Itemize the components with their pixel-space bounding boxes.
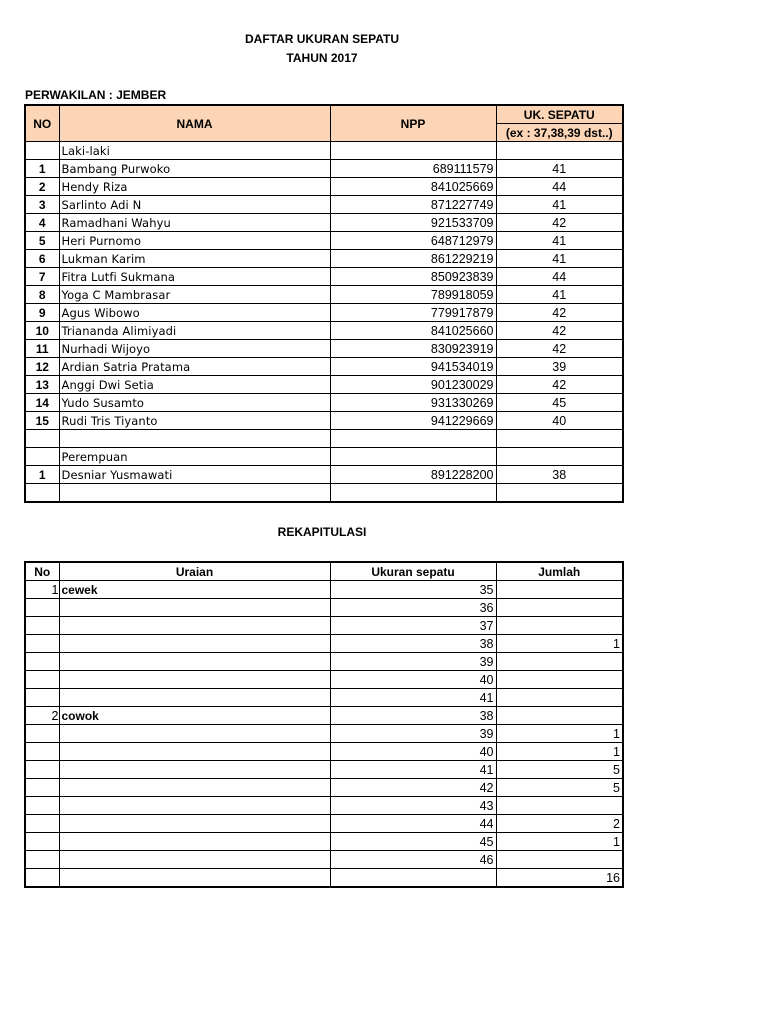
row-npp: 689111579	[330, 160, 496, 178]
recap-no	[25, 635, 59, 653]
row-uk-sepatu: 42	[496, 376, 623, 394]
recap-uraian	[59, 743, 330, 761]
recap-ukuran: 37	[330, 617, 496, 635]
recap-row	[25, 617, 623, 635]
row-no	[25, 142, 59, 160]
recap-ukuran: 41	[330, 689, 496, 707]
table-row	[25, 250, 623, 268]
recap-uraian	[59, 725, 330, 743]
row-npp: 779917879	[330, 304, 496, 322]
row-uk-sepatu: 40	[496, 412, 623, 430]
table-row	[25, 232, 623, 250]
recap-jumlah	[496, 599, 623, 617]
row-nama: Heri Purnomo	[59, 232, 330, 250]
row-uk-sepatu: 41	[496, 196, 623, 214]
recap-uraian	[59, 797, 330, 815]
row-no: 4	[25, 214, 59, 232]
recap-jumlah: 5	[496, 761, 623, 779]
row-no: 15	[25, 412, 59, 430]
row-uk-sepatu: 45	[496, 394, 623, 412]
row-no	[25, 430, 59, 448]
row-npp	[330, 484, 496, 503]
shoe-size-table	[24, 104, 624, 503]
recap-row	[25, 653, 623, 671]
recap-ukuran: 45	[330, 833, 496, 851]
row-nama: Fitra Lutfi Sukmana	[59, 268, 330, 286]
recap-ukuran: 40	[330, 671, 496, 689]
perwakilan-label: PERWAKILAN : JEMBER	[25, 88, 167, 102]
recap-no	[25, 797, 59, 815]
row-no: 8	[25, 286, 59, 304]
row-nama: Hendy Riza	[59, 178, 330, 196]
recap-uraian	[59, 815, 330, 833]
row-nama: Ardian Satria Pratama	[59, 358, 330, 376]
recap-row	[25, 815, 623, 833]
recap-row	[25, 779, 623, 797]
recap-uraian: cewek	[59, 581, 330, 599]
recap-total-row	[25, 869, 623, 888]
recap-ukuran: 35	[330, 581, 496, 599]
row-nama: Sarlinto Adi N	[59, 196, 330, 214]
recap-ukuran: 46	[330, 851, 496, 869]
table-row	[25, 448, 623, 466]
row-no: 1	[25, 160, 59, 178]
recap-uraian	[59, 653, 330, 671]
recap-no	[25, 833, 59, 851]
row-npp	[330, 448, 496, 466]
recap-jumlah	[496, 851, 623, 869]
row-uk-sepatu: 42	[496, 322, 623, 340]
recap-row	[25, 671, 623, 689]
recap-total-empty-cell	[59, 869, 330, 888]
recap-header-ukuran: Ukuran sepatu	[330, 562, 496, 581]
recap-no	[25, 815, 59, 833]
row-npp	[330, 142, 496, 160]
row-no: 10	[25, 322, 59, 340]
recap-uraian	[59, 779, 330, 797]
row-nama: Rudi Tris Tiyanto	[59, 412, 330, 430]
recap-header-jumlah: Jumlah	[496, 562, 623, 581]
recap-no: 2	[25, 707, 59, 725]
row-npp	[330, 430, 496, 448]
table-row	[25, 394, 623, 412]
recap-jumlah: 5	[496, 779, 623, 797]
recap-jumlah	[496, 689, 623, 707]
row-uk-sepatu: 44	[496, 268, 623, 286]
row-npp: 941534019	[330, 358, 496, 376]
row-uk-sepatu	[496, 448, 623, 466]
row-no: 3	[25, 196, 59, 214]
table-row	[25, 322, 623, 340]
table-row	[25, 484, 623, 503]
row-npp: 841025660	[330, 322, 496, 340]
table-row	[25, 340, 623, 358]
recap-ukuran: 44	[330, 815, 496, 833]
row-no	[25, 484, 59, 503]
table-row	[25, 304, 623, 322]
recap-no	[25, 779, 59, 797]
row-uk-sepatu: 38	[496, 466, 623, 484]
recap-ukuran: 38	[330, 635, 496, 653]
table-row	[25, 142, 623, 160]
row-no: 1	[25, 466, 59, 484]
table-row	[25, 430, 623, 448]
recap-ukuran: 39	[330, 725, 496, 743]
row-uk-sepatu: 42	[496, 214, 623, 232]
row-uk-sepatu: 42	[496, 304, 623, 322]
row-no: 9	[25, 304, 59, 322]
recap-jumlah: 1	[496, 833, 623, 851]
recap-row	[25, 635, 623, 653]
recap-header-uraian: Uraian	[59, 562, 330, 581]
row-no: 5	[25, 232, 59, 250]
recap-row	[25, 761, 623, 779]
row-nama: Nurhadi Wijoyo	[59, 340, 330, 358]
recap-no	[25, 725, 59, 743]
recap-no	[25, 743, 59, 761]
row-no: 11	[25, 340, 59, 358]
row-no: 14	[25, 394, 59, 412]
row-nama: Perempuan	[59, 448, 330, 466]
document-title: DAFTAR UKURAN SEPATU	[245, 32, 399, 46]
recap-no	[25, 671, 59, 689]
row-nama	[59, 484, 330, 503]
row-uk-sepatu	[496, 142, 623, 160]
row-uk-sepatu: 39	[496, 358, 623, 376]
row-npp: 941229669	[330, 412, 496, 430]
recap-ukuran: 40	[330, 743, 496, 761]
recap-row	[25, 581, 623, 599]
row-no: 2	[25, 178, 59, 196]
table-row	[25, 160, 623, 178]
recap-no	[25, 653, 59, 671]
header-npp: NPP	[330, 105, 496, 142]
row-nama: Lukman Karim	[59, 250, 330, 268]
recap-no: 1	[25, 581, 59, 599]
recap-uraian	[59, 761, 330, 779]
row-nama: Bambang Purwoko	[59, 160, 330, 178]
header-uk-sepatu: UK. SEPATU	[496, 105, 623, 124]
row-uk-sepatu: 42	[496, 340, 623, 358]
recap-row	[25, 797, 623, 815]
table-row	[25, 412, 623, 430]
recap-ukuran: 39	[330, 653, 496, 671]
table-row	[25, 178, 623, 196]
recap-jumlah	[496, 797, 623, 815]
row-uk-sepatu: 44	[496, 178, 623, 196]
row-nama: Yoga C Mambrasar	[59, 286, 330, 304]
table-row	[25, 286, 623, 304]
table-row	[25, 196, 623, 214]
header-nama: NAMA	[59, 105, 330, 142]
row-npp: 861229219	[330, 250, 496, 268]
recap-ukuran: 41	[330, 761, 496, 779]
recap-ukuran: 36	[330, 599, 496, 617]
row-uk-sepatu: 41	[496, 286, 623, 304]
recap-uraian	[59, 617, 330, 635]
header-no: NO	[25, 105, 59, 142]
recap-row	[25, 725, 623, 743]
row-npp: 789918059	[330, 286, 496, 304]
recap-row	[25, 599, 623, 617]
row-no: 7	[25, 268, 59, 286]
recap-ukuran: 42	[330, 779, 496, 797]
recap-no	[25, 599, 59, 617]
table-row	[25, 214, 623, 232]
rekapitulasi-title: REKAPITULASI	[277, 525, 367, 539]
recap-header-no: No	[25, 562, 59, 581]
recap-uraian	[59, 851, 330, 869]
row-no: 13	[25, 376, 59, 394]
recap-uraian	[59, 635, 330, 653]
row-npp: 830923919	[330, 340, 496, 358]
recap-no	[25, 851, 59, 869]
recap-uraian	[59, 599, 330, 617]
recap-no	[25, 761, 59, 779]
row-npp: 871227749	[330, 196, 496, 214]
row-nama	[59, 430, 330, 448]
row-nama: Yudo Susamto	[59, 394, 330, 412]
recap-row	[25, 689, 623, 707]
recap-row	[25, 743, 623, 761]
recap-jumlah	[496, 707, 623, 725]
row-uk-sepatu: 41	[496, 232, 623, 250]
recap-total-empty-cell	[330, 869, 496, 888]
recap-no	[25, 689, 59, 707]
row-npp: 891228200	[330, 466, 496, 484]
document-year: TAHUN 2017	[286, 51, 358, 65]
recap-jumlah	[496, 617, 623, 635]
row-uk-sepatu: 41	[496, 160, 623, 178]
row-npp: 841025669	[330, 178, 496, 196]
recap-jumlah: 1	[496, 725, 623, 743]
recap-jumlah: 1	[496, 635, 623, 653]
recap-uraian	[59, 671, 330, 689]
recap-row	[25, 833, 623, 851]
recap-jumlah	[496, 653, 623, 671]
row-nama: Agus Wibowo	[59, 304, 330, 322]
recap-row	[25, 707, 623, 725]
recap-table	[24, 561, 624, 888]
recap-uraian	[59, 833, 330, 851]
row-uk-sepatu	[496, 484, 623, 503]
recap-jumlah: 1	[496, 743, 623, 761]
table-row	[25, 358, 623, 376]
row-npp: 921533709	[330, 214, 496, 232]
row-nama: Ramadhani Wahyu	[59, 214, 330, 232]
row-nama: Desniar Yusmawati	[59, 466, 330, 484]
row-nama: Laki-laki	[59, 142, 330, 160]
recap-ukuran: 43	[330, 797, 496, 815]
row-uk-sepatu: 41	[496, 250, 623, 268]
row-npp: 901230029	[330, 376, 496, 394]
recap-jumlah	[496, 581, 623, 599]
recap-ukuran: 38	[330, 707, 496, 725]
row-npp: 850923839	[330, 268, 496, 286]
table-row	[25, 376, 623, 394]
row-nama: Anggi Dwi Setia	[59, 376, 330, 394]
recap-no	[25, 617, 59, 635]
recap-uraian	[59, 689, 330, 707]
row-nama: Triananda Alimiyadi	[59, 322, 330, 340]
row-no	[25, 448, 59, 466]
header-uk-hint: (ex : 37,38,39 dst..)	[496, 124, 623, 142]
row-no: 6	[25, 250, 59, 268]
row-no: 12	[25, 358, 59, 376]
row-npp: 648712979	[330, 232, 496, 250]
table-row	[25, 466, 623, 484]
row-uk-sepatu	[496, 430, 623, 448]
recap-uraian: cowok	[59, 707, 330, 725]
table-row	[25, 268, 623, 286]
recap-total: 16	[496, 869, 623, 888]
recap-row	[25, 851, 623, 869]
recap-total-empty-cell	[25, 869, 59, 888]
recap-jumlah: 2	[496, 815, 623, 833]
recap-jumlah	[496, 671, 623, 689]
row-npp: 931330269	[330, 394, 496, 412]
